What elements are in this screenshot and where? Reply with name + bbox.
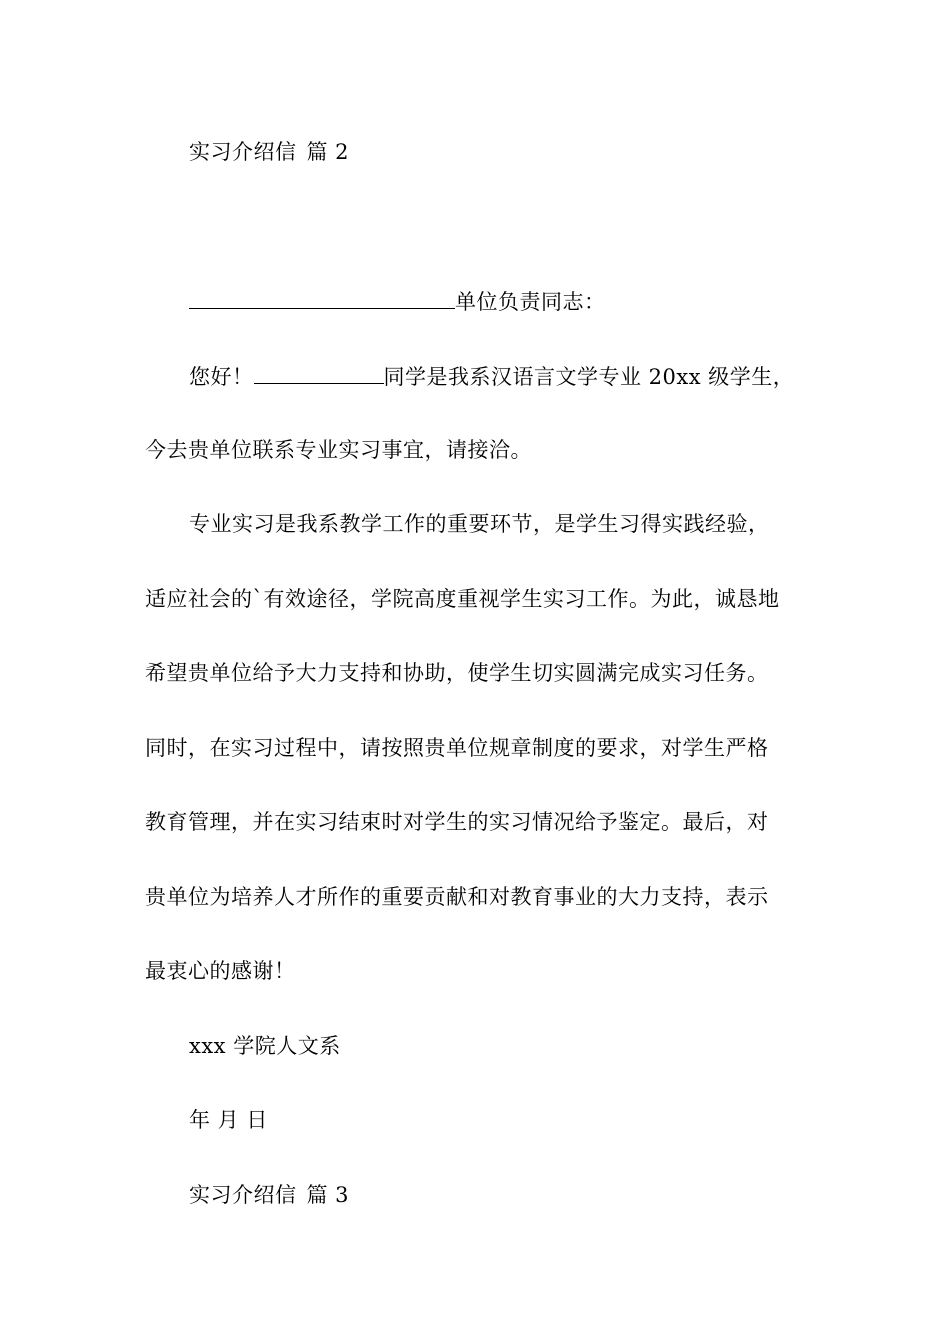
paragraph-line: 贵单位为培养人才所作的重要贡献和对教育事业的大力支持，表示 bbox=[145, 885, 769, 909]
addressee-line bbox=[189, 286, 809, 318]
paragraph-line: 专业实习是我系教学工作的重要环节，是学生习得实践经验， bbox=[189, 512, 770, 536]
heading-title: 实习介绍信 bbox=[189, 140, 297, 164]
greeting-end: 同学是我系汉语言文学专业 20xx 级学生， bbox=[383, 365, 795, 389]
paragraph-line: 适应社会的`有效途径，学院高度重视学生实习工作。为此，诚恳地 bbox=[145, 587, 780, 611]
paragraph-line: 教育管理，并在实习结束时对学生的实习情况给予鉴定。最后，对 bbox=[145, 810, 769, 834]
heading-title: 实习介绍信 bbox=[189, 1183, 297, 1207]
section-heading-3 bbox=[189, 1179, 809, 1211]
body-line: 今去贵单位联系专业实习事宜，请接洽。 bbox=[145, 438, 532, 462]
paragraph-line: 希望贵单位给予大力支持和协助，使学生切实圆满完成实习任务。 bbox=[145, 661, 769, 685]
heading-part: 篇 2 bbox=[306, 140, 350, 164]
addressee-suffix: 单位负责同志： bbox=[455, 290, 606, 314]
greeting-start: 您好！ bbox=[189, 365, 254, 389]
heading-part: 篇 3 bbox=[306, 1183, 350, 1207]
signature: xxx 学院人文系 bbox=[189, 1034, 341, 1058]
paragraph-line: 同时，在实习过程中，请按照贵单位规章制度的要求，对学生严格 bbox=[145, 736, 769, 760]
greeting-line bbox=[189, 361, 809, 393]
addressee-blank bbox=[189, 286, 455, 309]
paragraph-line: 最衷心的感谢！ bbox=[145, 959, 296, 983]
date-line: 年 月 日 bbox=[189, 1108, 268, 1132]
student-name-blank bbox=[254, 361, 384, 384]
section-heading-2 bbox=[189, 136, 809, 168]
